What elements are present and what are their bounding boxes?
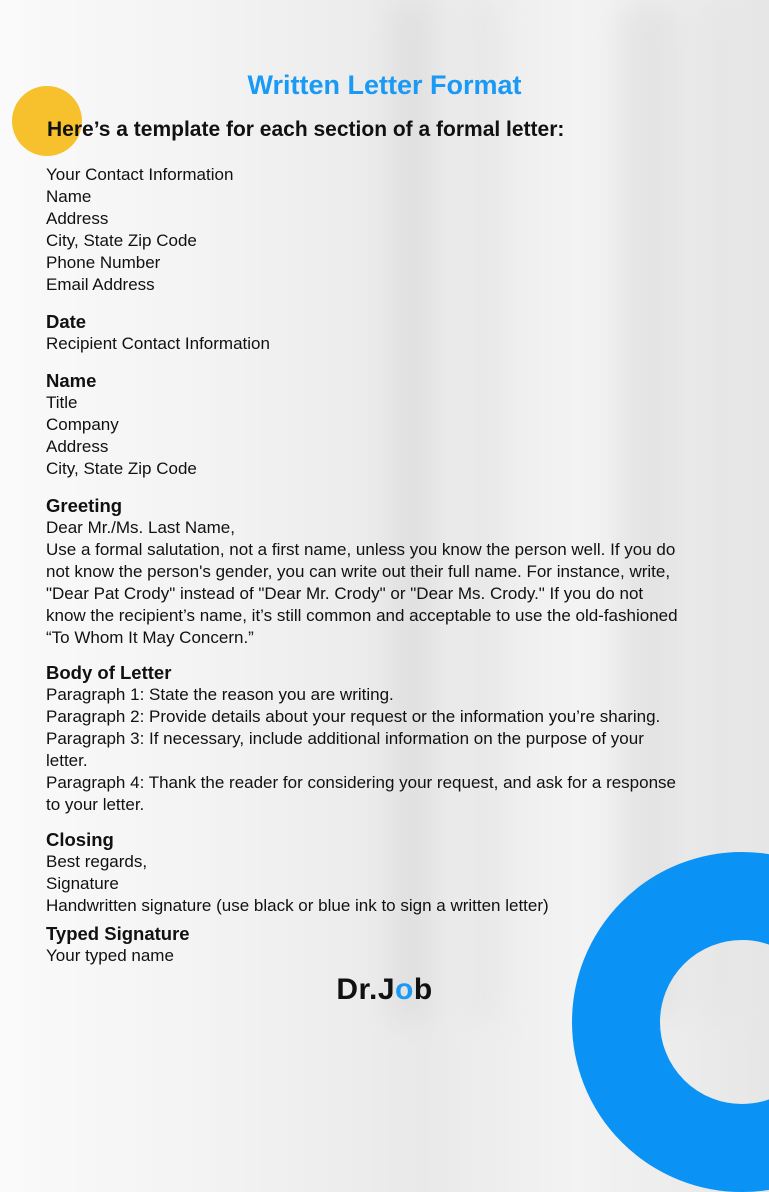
section-line: Signature — [46, 874, 119, 893]
page-subtitle: Here’s a template for each section of a formal letter: — [47, 118, 565, 141]
section-line: Paragraph 4: Thank the reader for considering your request, and ask for a response — [46, 773, 677, 792]
section-line: Paragraph 1: State the reason you are writing. — [46, 685, 394, 704]
drjob-logo — [0, 973, 769, 1007]
date-section — [46, 310, 736, 355]
section-line: Company — [46, 415, 119, 434]
section-line: Best regards, — [46, 852, 148, 871]
contact-line: Your Contact Information — [46, 165, 234, 184]
closing-section — [46, 828, 736, 917]
logo-text-after: b — [413, 973, 433, 1006]
page-title: Written Letter Format — [247, 70, 522, 100]
section-line: to your letter. — [46, 795, 145, 814]
section-line: Recipient Contact Information — [46, 334, 270, 353]
section-heading: Greeting — [46, 495, 123, 516]
section-heading: Closing — [46, 829, 114, 850]
name-section — [46, 369, 736, 480]
section-heading: Date — [46, 311, 87, 332]
contact-line: Email Address — [46, 275, 155, 294]
section-heading: Body of Letter — [46, 662, 172, 683]
body-section — [46, 661, 736, 816]
section-line: Address — [46, 437, 109, 456]
contact-line: City, State Zip Code — [46, 231, 197, 250]
contact-line: Phone Number — [46, 253, 161, 272]
section-line: know the recipient’s name, it’s still common and acceptable to use the old-fashioned — [46, 606, 678, 625]
section-line: "Dear Pat Crody" instead of "Dear Mr. Crody" or "Dear Ms. Crody." If you do not — [46, 584, 644, 603]
section-line: Use a formal salutation, not a first name, unless you know the person well. If you do — [46, 540, 676, 559]
section-line: not know the person's gender, you can write out their full name. For instance, write, — [46, 562, 671, 581]
section-line: Paragraph 2: Provide details about your request or the information you’re sharing. — [46, 707, 661, 726]
section-line: Handwritten signature (use black or blue ink to sign a written letter) — [46, 896, 549, 915]
section-line: Your typed name — [46, 946, 174, 965]
section-line: City, State Zip Code — [46, 459, 197, 478]
section-line: “To Whom It May Concern.” — [46, 628, 254, 647]
section-heading: Typed Signature — [46, 923, 190, 944]
letter-template — [46, 164, 736, 967]
contact-section — [46, 164, 736, 296]
contact-line: Name — [46, 187, 92, 206]
section-heading: Name — [46, 370, 97, 391]
logo-text-o: o — [395, 973, 414, 1006]
contact-line: Address — [46, 209, 109, 228]
typed-signature-section — [46, 922, 736, 967]
section-line: Title — [46, 393, 78, 412]
section-line: letter. — [46, 751, 88, 770]
greeting-section — [46, 494, 736, 649]
logo-text-before: Dr.J — [336, 973, 396, 1006]
section-line: Paragraph 3: If necessary, include additional information on the purpose of your — [46, 729, 644, 748]
section-line: Dear Mr./Ms. Last Name, — [46, 518, 235, 537]
